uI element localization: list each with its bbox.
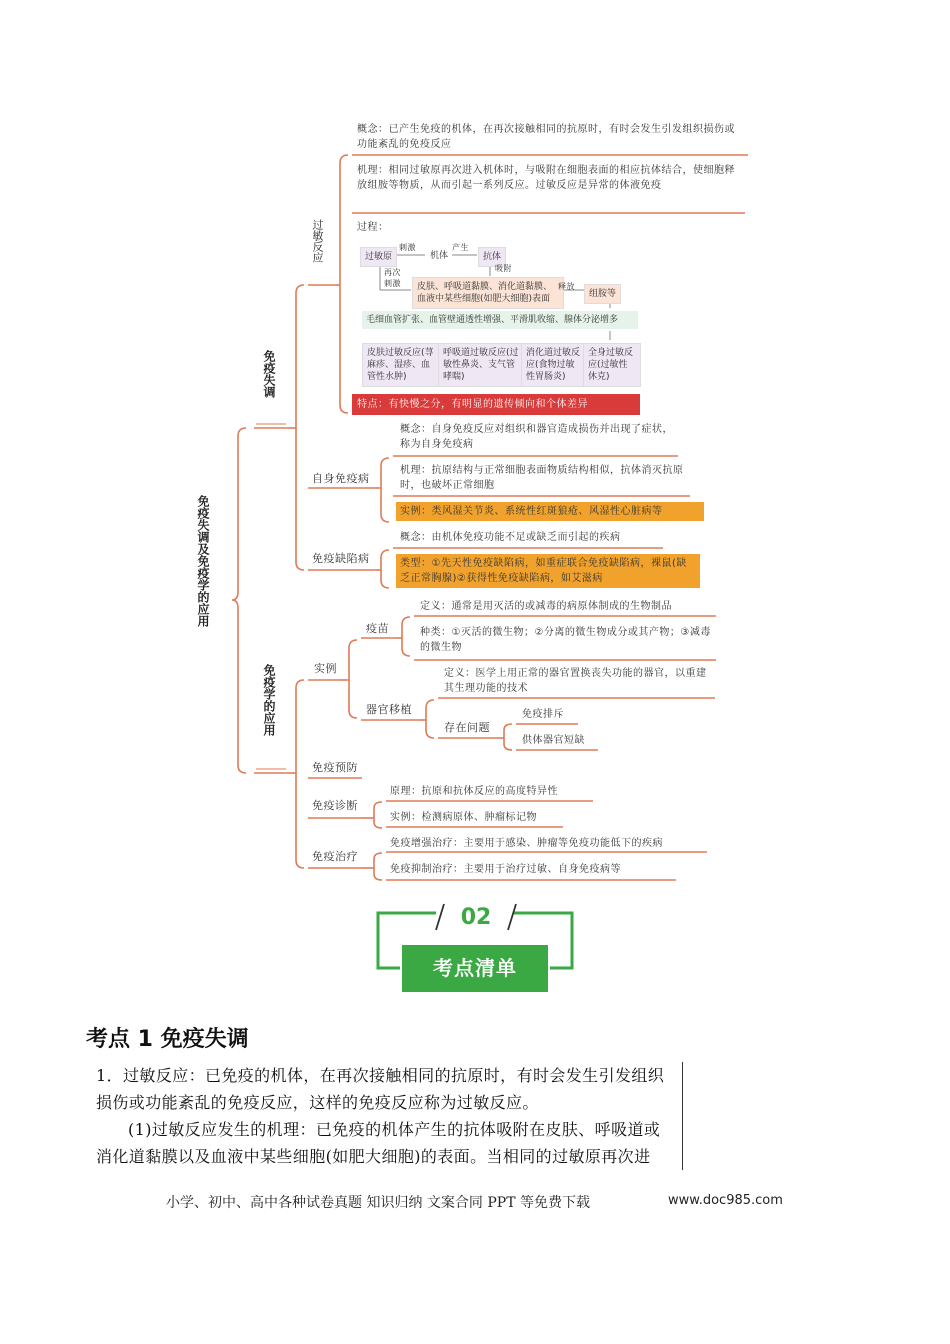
branch-immune-application: 免疫学的应用	[262, 664, 276, 736]
flow-stimulate: 刺激	[399, 243, 416, 252]
root-label: 免疫失调及免疫学的应用	[196, 495, 210, 627]
reaction-skin: 皮肤过敏反应(荨麻疹、湿疹、血管性水肿)	[362, 343, 440, 387]
vaccine-label: 疫苗	[366, 622, 389, 635]
diagnosis-principle: 原理：抗原和抗体反应的高度特异性	[390, 786, 558, 797]
paragraph-allergy-definition: 1．过敏反应：已免疫的机体，在再次接触相同的抗原时，有时会发生引发组织损伤或功能紊乱的免疫反应，这样的免疫反应称为过敏反应。	[96, 1066, 665, 1112]
vaccine-definition: 定义：通常是用灭活的或减毒的病原体制成的生物制品	[420, 601, 672, 612]
allergy-process-label: 过程：	[357, 222, 389, 233]
diagnosis-example: 实例：检测病原体、肿瘤标记物	[390, 812, 537, 823]
flow-surface: 皮肤、呼吸道黏膜、消化道黏膜、血液中某些细胞(如肥大细胞)表面	[412, 277, 564, 309]
autoimmune-label: 自身免疫病	[312, 472, 370, 485]
reaction-respiratory: 呼吸道过敏反应(过敏性鼻炎、支气管哮喘)	[438, 343, 524, 387]
section-heading: 考点 1 免疫失调	[86, 1027, 249, 1052]
rejection-label: 免疫排斥	[522, 709, 564, 720]
flow-adsorb: 吸附	[495, 264, 512, 273]
autoimmune-concept: 概念：自身免疫反应对组织和器官造成损伤并出现了症状，称为自身免疫病	[400, 424, 673, 450]
therapy-enhance: 免疫增强治疗：主要用于感染、肿瘤等免疫功能低下的疾病	[390, 838, 663, 849]
shortage-label: 供体器官短缺	[522, 735, 585, 746]
flow-body: 机体	[426, 247, 452, 265]
allergy-mechanism: 机理：相同过敏原再次进入机体时，与吸附在细胞表面的相应抗体结合，使细胞释放组胺等物质，从而引起一系列反应。过敏反应是异常的体液免疫	[357, 165, 735, 191]
allergy-label: 过敏反应	[311, 219, 324, 263]
autoimmune-example: 实例：类风湿关节炎、系统性红斑狼疮、风湿性心脏病等	[396, 502, 704, 521]
reaction-digestive: 消化道过敏反应(食物过敏性胃肠炎)	[521, 343, 587, 387]
examples-label: 实例	[314, 662, 337, 675]
immunodeficiency-types: 类型：①先天性免疫缺陷病，如重症联合免疫缺陷病，裸鼠(缺乏正常胸腺)②获得性免疫缺陷病，如艾滋病	[396, 554, 700, 588]
flow-effects: 毛细血管扩张、血管壁通透性增强、平滑肌收缩、腺体分泌增多	[362, 311, 638, 329]
allergy-concept: 概念：已产生免疫的机体，在再次接触相同的抗原时，有时会发生引发组织损伤或功能紊乱的免疫反应	[357, 124, 735, 150]
flow-again: 再次刺激	[384, 268, 401, 288]
flow-histamine: 组胺等	[584, 284, 621, 304]
therapy-suppress: 免疫抑制治疗：主要用于治疗过敏、自身免疫病等	[390, 864, 621, 875]
flow-release: 释放	[558, 282, 575, 291]
flow-antibody: 抗体	[478, 247, 506, 267]
reaction-systemic: 全身过敏反应(过敏性休克)	[583, 343, 641, 387]
footer-site-link[interactable]: www.doc985.com	[668, 1193, 783, 1208]
therapy-label: 免疫治疗	[312, 850, 358, 863]
immunodeficiency-label: 免疫缺陷病	[312, 552, 370, 565]
paragraph-allergy-mechanism: (1)过敏反应发生的机理：已免疫的机体产生的抗体吸附在皮肤、呼吸道或消化道黏膜以及血液中某些细胞(如肥大细胞)的表面。当相同的过敏原再次进	[96, 1120, 661, 1166]
diagnosis-label: 免疫诊断	[312, 799, 358, 812]
prevention-label: 免疫预防	[312, 761, 358, 774]
footer-text: 小学、初中、高中各种试卷真题 知识归纳 文案合同 PPT 等免费下载	[166, 1195, 590, 1211]
banner-title: 考点清单	[433, 956, 517, 980]
flow-allergen: 过敏原	[360, 247, 397, 267]
immunodeficiency-concept: 概念：由机体免疫功能不足或缺乏而引起的疾病	[400, 532, 621, 543]
text-margin-rule	[682, 1062, 683, 1170]
vaccine-kinds: 种类：①灭活的微生物；②分离的微生物成分或其产物；③减毒的微生物	[420, 627, 711, 653]
allergy-feature: 特点：有快慢之分，有明显的遗传倾向和个体差异	[352, 394, 640, 415]
transplant-label: 器官移植	[366, 703, 412, 716]
problem-label: 存在问题	[444, 721, 490, 734]
transplant-definition: 定义：医学上用正常的器官置换丧失功能的器官，以重建其生理功能的技术	[444, 668, 707, 694]
flow-produce: 产生	[452, 243, 469, 252]
banner-number: 02	[460, 905, 492, 930]
branch-immune-disorder: 免疫失调	[262, 350, 276, 398]
autoimmune-mechanism: 机理：抗原结构与正常细胞表面物质结构相似，抗体消灭抗原时，也破坏正常细胞	[400, 465, 684, 491]
